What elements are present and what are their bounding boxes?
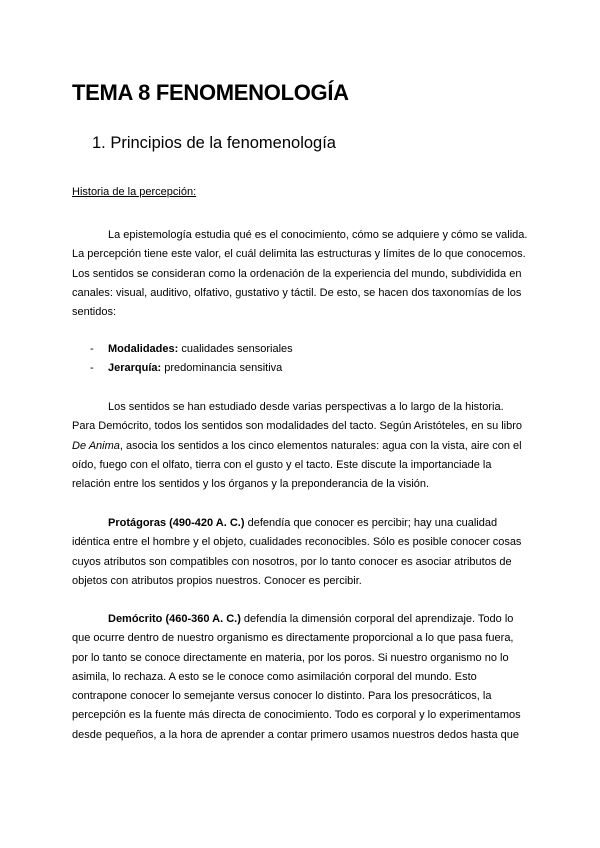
book-title: De Anima [72, 439, 120, 452]
subsection-heading: Historia de la percepción: [72, 186, 197, 198]
paragraph-text: , asocia los sentidos a los cinco elementos naturales: agua con la vista, aire con el oído, fuego con el olfato, tierra con el gusto y el tacto. Este discute la importanciade la relación entre los sentidos y los órganos y la preponderancia de la visión. [72, 439, 522, 491]
document-title: TEMA 8 FENOMENOLOGÍA [72, 80, 349, 105]
paragraph-epistemology [72, 226, 528, 322]
list-item [72, 359, 293, 378]
philosopher-name: Protágoras (490-420 A. C.) [108, 517, 245, 529]
list-term: Jerarquía: [108, 362, 162, 374]
list-term: Modalidades: [108, 343, 179, 355]
paragraph-text: Los sentidos se han estudiado desde varias perspectivas a lo largo de la historia. Para Demócrito, todos los sentidos son modalidades del tacto. Según Aristóteles, en su libro [72, 401, 523, 433]
list-desc: cualidades sensoriales [178, 343, 293, 355]
paragraph-text: defendía la dimensión corporal del aprendizaje. Todo lo que ocurre dentro de nuestro organismo es directamente proporcional a lo que pasa fuera, por lo tanto se conoce directamente en materia, por los poros. Si nuestro organismo no lo asimila, lo rechaza. A esto se le conoce como asimilación corporal del mundo. Esto contrapone conocer lo semejante versus conocer lo distinto. Para los presocráticos, la percepción es la fuente más directa de conocimiento. Todo es corporal y lo experimentamos desde pequeños, a la hora de aprender a contar primero usamos nuestros dedos hasta que [72, 613, 521, 741]
taxonomy-list [72, 340, 293, 378]
list-item [72, 340, 293, 359]
paragraph-text: La epistemología estudia qué es el conocimiento, cómo se adquiere y cómo se valida. La percepción tiene este valor, el cuál delimita las estructuras y límites de lo que conocemos. Los sentidos se consideran como la ordenación de la experiencia del mundo, subdividida en canales: visual, auditivo, olfativo, gustativo y táctil. De esto, se hacen dos taxonomías de los sentidos: [72, 229, 528, 319]
list-bullet: - [90, 362, 94, 374]
paragraph-protagoras [72, 514, 528, 591]
paragraph-text: defendía que conocer es percibir; hay una cualidad idéntica entre el hombre y el objeto, cualidades reconocibles. Sólo es posible conocer cosas cuyos atributos son compatibles con nosotros, por lo tanto conocer es asociar atributos de objetos con atributos propios nuestros. Conocer es percibir. [72, 517, 522, 587]
list-desc: predominancia sensitiva [161, 362, 283, 374]
section-title: 1. Principios de la fenomenología [92, 134, 336, 152]
paragraph-democritus [72, 610, 528, 745]
paragraph-senses-history [72, 398, 528, 494]
list-bullet: - [90, 343, 94, 355]
philosopher-name: Demócrito (460-360 A. C.) [108, 613, 241, 625]
